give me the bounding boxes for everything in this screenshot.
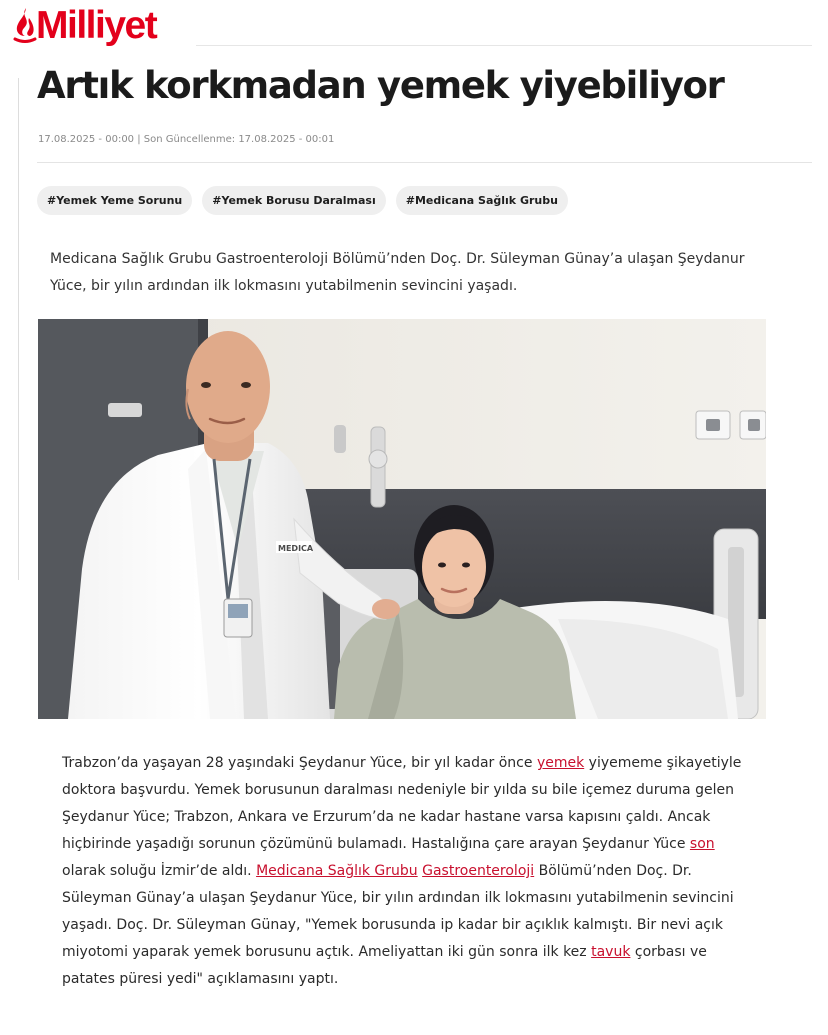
article-title: Artık korkmadan yemek yiyebiliyor (37, 64, 724, 107)
dates-divider (37, 162, 812, 163)
body-text-6: çorbası ve patates püresi yedi" açıklamasını yaptı. (62, 944, 707, 987)
left-margin-rule (18, 78, 19, 580)
flame-icon (12, 6, 38, 46)
link-tavuk[interactable]: tavuk (591, 944, 631, 960)
link-medicana-saglik-grubu[interactable]: Medicana Sağlık Grubu (256, 863, 418, 879)
link-gastroenteroloji[interactable]: Gastroenteroloji (422, 863, 535, 879)
coat-badge-text: MEDICA (278, 544, 314, 553)
doctor-patient-photo (38, 319, 766, 719)
body-text-3: olarak soluğu İzmir’de aldı. (62, 863, 257, 879)
tag-yemek-borusu-daralmasi[interactable]: #Yemek Borusu Daralması (202, 186, 385, 215)
site-header (0, 0, 828, 50)
article-body (62, 750, 762, 993)
header-divider (196, 45, 812, 46)
tag-medicana-saglik-grubu[interactable]: #Medicana Sağlık Grubu (396, 186, 568, 215)
article-dates: 17.08.2025 - 00:00 | Son Güncellenme: 17.08.2025 - 00:01 (38, 134, 335, 145)
article-summary: Medicana Sağlık Grubu Gastroenteroloji Bölümü’nden Doç. Dr. Süleyman Günay’a ulaşan Şeydanur Yüce, bir yılın ardından ilk lokmasını yutabilmenin sevincini yaşadı. (50, 251, 745, 294)
body-text-2: yiyememe şikayetiyle doktora başvurdu. Yemek borusunun daralması nedeniyle bir yılda su bile içemez duruma gelen Şeydanur Yüce; Trabzon, Ankara ve Erzurum’da ne kadar hastane varsa kapısını çaldı. Ancak hiçbirinde yaşadığı sorunun çözümünü bulamadı. Hastalığına çare arayan Şeydanur Yüce (62, 755, 742, 852)
milliyet-logo[interactable] (12, 4, 156, 46)
body-text-1: Trabzon’da yaşayan 28 yaşındaki Şeydanur Yüce, bir yıl kadar önce (62, 755, 537, 771)
link-son[interactable]: son (689, 836, 715, 852)
tag-list (37, 186, 568, 215)
link-yemek[interactable]: yemek (536, 755, 585, 771)
body-text-5: Bölümü’nden Doç. Dr. Süleyman Günay’a ulaşan Şeydanur Yüce, bir yılın ardından ilk lokmasını yutabilmenin sevincini yaşadı. Doç. Dr. Süleyman Günay, "Yemek borusunda ip kadar bir açıklık kalmıştı. Bir nevi açık miyotomi yaparak yemek borusunu açtık. Ameliyattan iki gün sonra ilk kez (62, 863, 734, 960)
article-photo (38, 319, 766, 719)
tag-yemek-yeme-sorunu[interactable]: #Yemek Yeme Sorunu (37, 186, 192, 215)
logo-text: Milliyet (36, 4, 157, 47)
